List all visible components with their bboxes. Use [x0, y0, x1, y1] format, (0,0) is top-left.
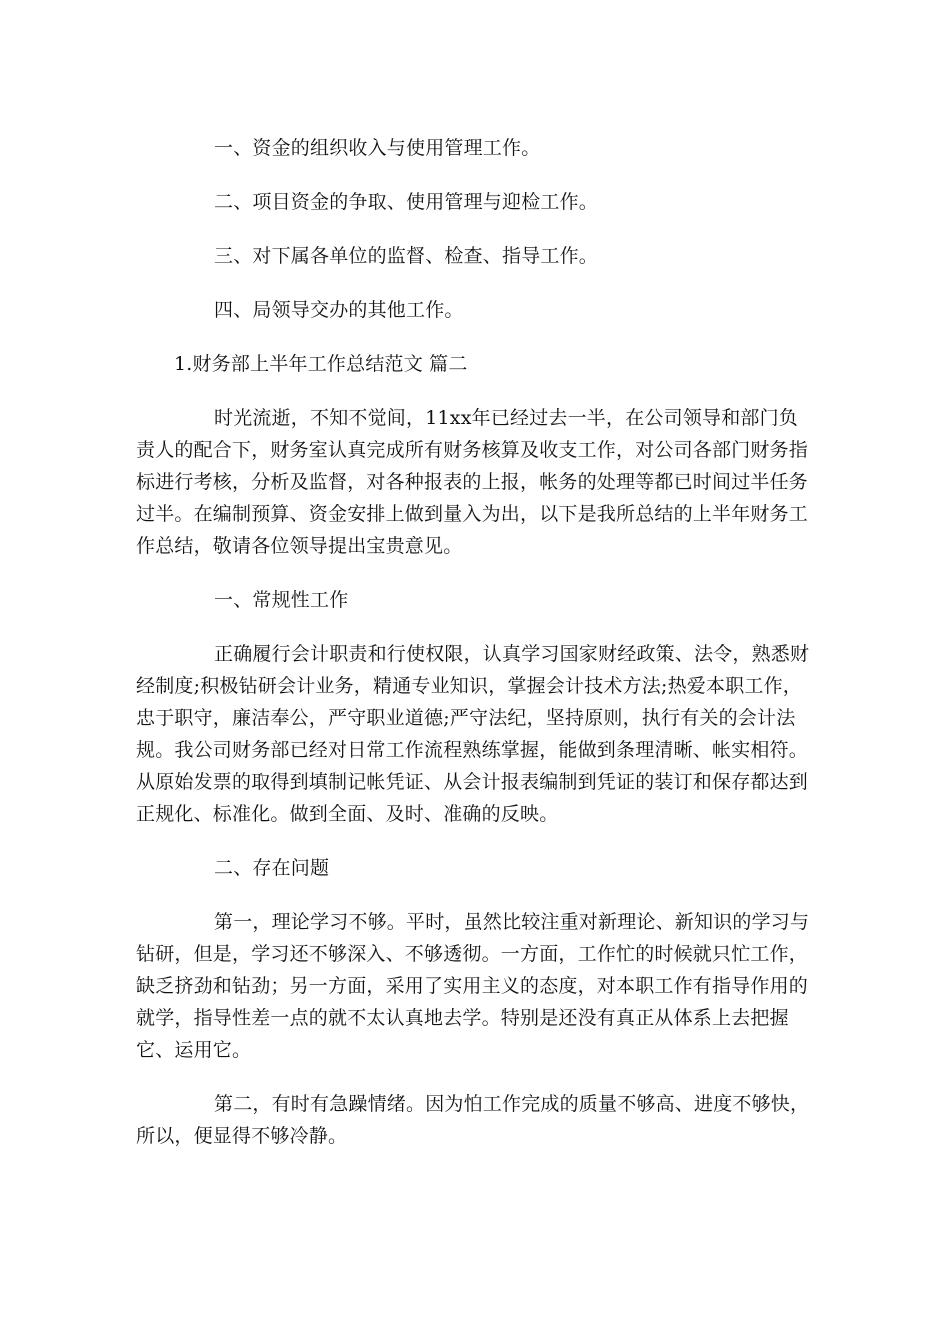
spacer — [136, 830, 816, 852]
spacer — [136, 884, 816, 906]
spacer — [136, 616, 816, 638]
spacer — [136, 272, 816, 294]
article-subtitle: 1.财务部上半年工作总结范文 篇二 — [174, 353, 468, 375]
section1-title: 一、常规性工作 — [214, 589, 349, 611]
section2-paragraph-1: 第一，理论学习不够。平时，虽然比较注重对新理论、新知识的学习与钻研，但是，学习还不够深入、不够透彻。一方面，工作忙的时候就只忙工作，缺乏挤劲和钻劲；另一方面，采用了实用主义的态度，对本职工作有指导作用的就学，指导性差一点的就不太认真地去学。特别是还没有真正从体系上去把握它、运用它。 — [136, 911, 810, 1061]
list-item-2: 二、项目资金的争取、使用管理与迎检工作。 — [214, 191, 599, 213]
list-item-1: 一、资金的组织收入与使用管理工作。 — [214, 137, 541, 159]
spacer — [136, 380, 816, 402]
document-body — [136, 132, 816, 1152]
spacer — [136, 164, 816, 186]
spacer — [136, 1066, 816, 1088]
spacer — [136, 326, 816, 348]
spacer — [136, 218, 816, 240]
spacer — [136, 562, 816, 584]
intro-paragraph: 时光流逝，不知不觉间，11xx年已经过去一半，在公司领导和部门负责人的配合下，财务室认真完成所有财务核算及收支工作，对公司各部门财务指标进行考核，分析及监督，对各种报表的上报，帐务的处理等都已时间过半任务过半。在编制预算、资金安排上做到量入为出，以下是我所总结的上半年财务工作总结，敬请各位领导提出宝贵意见。 — [136, 407, 809, 557]
list-item-3: 三、对下属各单位的监督、检查、指导工作。 — [214, 245, 599, 267]
section1-paragraph: 正确履行会计职责和行使权限，认真学习国家财经政策、法令，熟悉财经制度;积极钻研会计业务，精通专业知识，掌握会计技术方法;热爱本职工作，忠于职守，廉洁奉公，严守职业道德;严守法纪，坚持原则，执行有关的会计法规。我公司财务部已经对日常工作流程熟练掌握，能做到条理清晰、帐实相符。从原始发票的取得到填制记帐凭证、从会计报表编制到凭证的装订和保存都达到正规化、标准化。做到全面、及时、准确的反映。 — [136, 643, 810, 825]
section2-paragraph-2: 第二，有时有急躁情绪。因为怕工作完成的质量不够高、进度不够快，所以，便显得不够冷静。 — [136, 1093, 810, 1147]
section2-title: 二、存在问题 — [214, 857, 330, 879]
list-item-4: 四、局领导交办的其他工作。 — [214, 299, 464, 321]
